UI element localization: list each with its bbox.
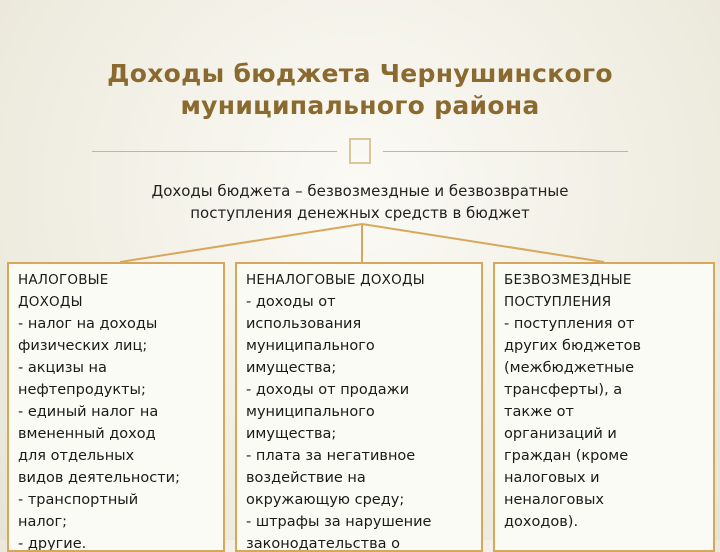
box-text-line: доходов).: [504, 514, 579, 530]
box-heading-line: ДОХОДЫ: [18, 294, 83, 310]
box-text-line: - доходы от продажи: [246, 382, 410, 398]
connector-right: [362, 224, 604, 262]
title-line-2: муниципального района: [180, 91, 540, 120]
title-line-1: Доходы бюджета Чернушинского: [107, 59, 613, 88]
definition-line-2: поступления денежных средств в бюджет: [190, 204, 530, 222]
box-text-line: неналоговых: [504, 492, 604, 508]
box-text-line: имущества;: [246, 426, 337, 442]
box-heading-line: НЕНАЛОГОВЫЕ ДОХОДЫ: [246, 272, 425, 288]
box-text-line: муниципального: [246, 404, 375, 420]
box-text-line: - акцизы на: [18, 360, 107, 376]
box-text-line: - доходы от: [246, 294, 336, 310]
box-heading-line: НАЛОГОВЫЕ: [18, 272, 109, 288]
box-text-line: - поступления от: [504, 316, 635, 332]
definition-line-1: Доходы бюджета – безвозмездные и безвозвратные: [151, 182, 569, 200]
box-text-line: имущества;: [246, 360, 337, 376]
box-text-line: нефтепродукты;: [18, 382, 146, 398]
connector-left: [120, 224, 362, 262]
box-text-line: других бюджетов: [504, 338, 642, 354]
divider-left: [92, 151, 337, 152]
box-text-line: организаций и: [504, 426, 617, 442]
box-text-line: окружающую среду;: [246, 492, 405, 508]
non-tax-revenue-box: [235, 262, 483, 552]
tax-revenue-box: [7, 262, 225, 552]
box-text-line: трансферты), а: [504, 382, 623, 398]
box-text-line: вмененный доход: [18, 426, 156, 442]
box-text-line: видов деятельности;: [18, 470, 180, 486]
box-text-line: воздействие на: [246, 470, 366, 486]
divider-right: [383, 151, 628, 152]
box-text-line: - налог на доходы: [18, 316, 158, 332]
definition-text: [60, 180, 660, 224]
box-text-line: для отдельных: [18, 448, 135, 464]
box-heading-line: ПОСТУПЛЕНИЯ: [504, 294, 612, 310]
box-text-line: - штрафы за нарушение: [246, 514, 432, 530]
box-text-line: - другие.: [18, 536, 87, 552]
box-text-line: законодательства о: [246, 536, 400, 552]
gratuitous-receipts-box: [493, 262, 715, 552]
box-text-line: также от: [504, 404, 575, 420]
box-text-line: - транспортный: [18, 492, 139, 508]
box-text-line: налог;: [18, 514, 68, 530]
page-title: [0, 58, 720, 122]
box-text-line: физических лиц;: [18, 338, 148, 354]
box-text-line: (межбюджетные: [504, 360, 635, 376]
box-text-line: граждан (кроме: [504, 448, 629, 464]
box-text-line: - плата за негативное: [246, 448, 416, 464]
rectangle-outline-ornament-icon: [347, 137, 373, 165]
box-heading-line: БЕЗВОЗМЕЗДНЫЕ: [504, 272, 632, 288]
box-text-line: - единый налог на: [18, 404, 159, 420]
box-text-line: использования: [246, 316, 362, 332]
box-text-line: муниципального: [246, 338, 375, 354]
box-text-line: налоговых и: [504, 470, 600, 486]
